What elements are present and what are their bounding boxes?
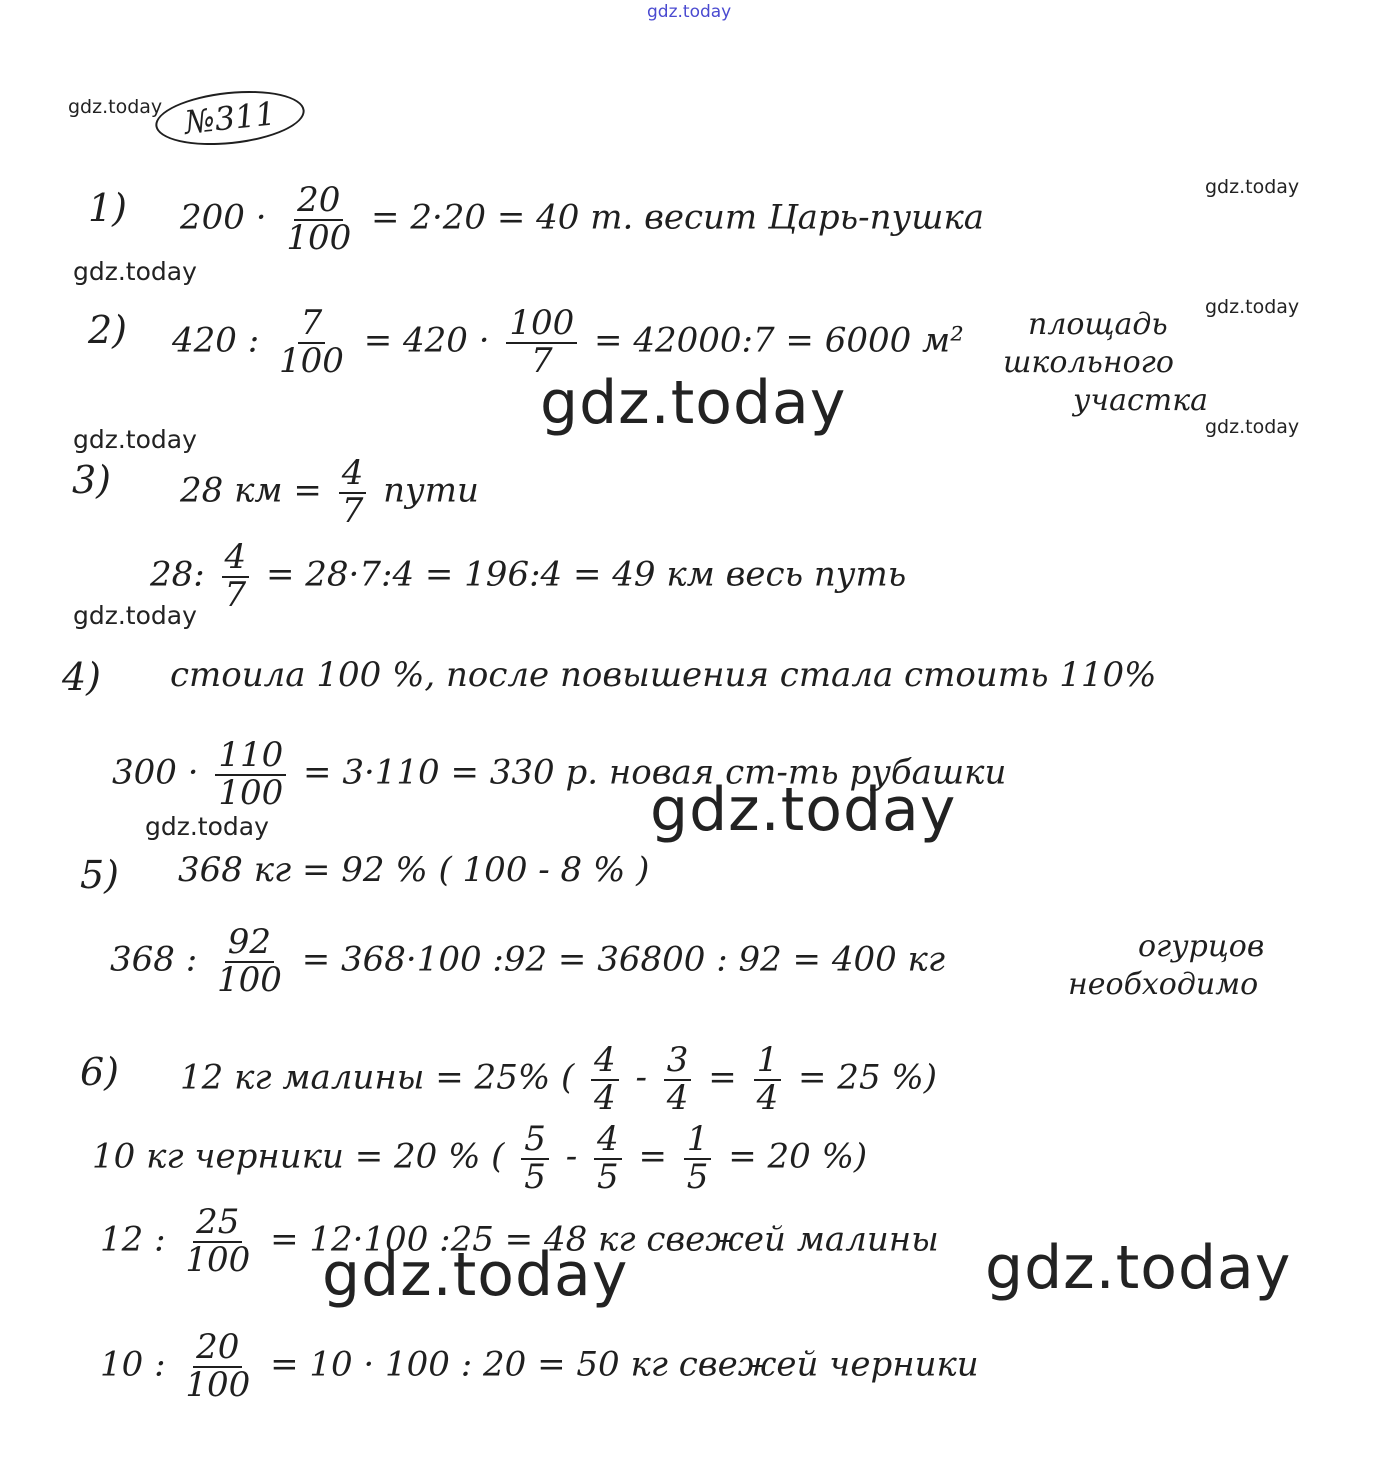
watermark: gdz.today	[1205, 416, 1300, 438]
problem-number: №311	[153, 84, 308, 151]
solution-line: 28 км = $\frac{4}{7}$ пути	[180, 453, 479, 531]
solution-line: 10 : $\frac{20}{100}$ = 10 · 100 : 20 = 50 кг свежей черники	[100, 1327, 979, 1405]
watermark: gdz.today	[73, 601, 197, 630]
item-label: 3)	[72, 458, 112, 502]
watermark-large: gdz.today	[540, 368, 847, 438]
watermark: gdz.today	[145, 812, 269, 841]
solution-line: 10 кг черники = 20 % ( $\frac{5}{5}$ - $\frac{4}{5}$ = $\frac{1}{5}$ = 20 %)	[92, 1119, 868, 1197]
watermark-large: gdz.today	[985, 1233, 1292, 1303]
solution-line: 28: $\frac{4}{7}$ = 28·7:4 = 196:4 = 49 км весь путь	[150, 537, 907, 615]
solution-line: 12 : $\frac{25}{100}$ = 12·100 :25 = 48 кг свежей малины	[100, 1202, 939, 1280]
item-label: 5)	[80, 853, 120, 897]
solution-line: 200 · $\frac{20}{100}$ = 2·20 = 40 т. весит Царь-пушка	[180, 180, 985, 258]
solution-line: стоила 100 %, после повышения стала стоить 110%	[170, 655, 1157, 695]
item-label: 2)	[88, 308, 128, 352]
solution-line: 300 · $\frac{110}{100}$ = 3·110 = 330 р. новая ст-ть рубашки	[112, 735, 1007, 813]
item-label: 4)	[62, 655, 102, 699]
item-label: 1)	[88, 186, 128, 230]
solution-line: 420 : $\frac{7}{100}$ = 420 · $\frac{100}{7}$ = 42000:7 = 6000 м²	[172, 303, 964, 381]
watermark: gdz.today	[1205, 176, 1300, 198]
item-label: 6)	[80, 1050, 120, 1094]
solution-line: 12 кг малины = 25% ( $\frac{4}{4}$ - $\frac{3}{4}$ = $\frac{1}{4}$ = 25 %)	[180, 1040, 937, 1118]
solution-line: 368 : $\frac{92}{100}$ = 368·100 :92 = 36800 : 92 = 400 кг	[110, 922, 946, 1000]
watermark-large: gdz.today	[322, 1240, 629, 1310]
watermark: gdz.today	[73, 425, 197, 454]
watermark: gdz.today	[1205, 296, 1300, 318]
watermark: gdz.today	[73, 257, 197, 286]
note: площадь школьного участка	[1003, 307, 1208, 418]
watermark-top: gdz.today	[647, 2, 732, 22]
watermark-large: gdz.today	[650, 775, 957, 845]
watermark: gdz.today	[68, 96, 163, 118]
note: огурцов необходимо	[1068, 929, 1265, 1002]
solution-line: 368 кг = 92 % ( 100 - 8 % )	[178, 850, 650, 890]
